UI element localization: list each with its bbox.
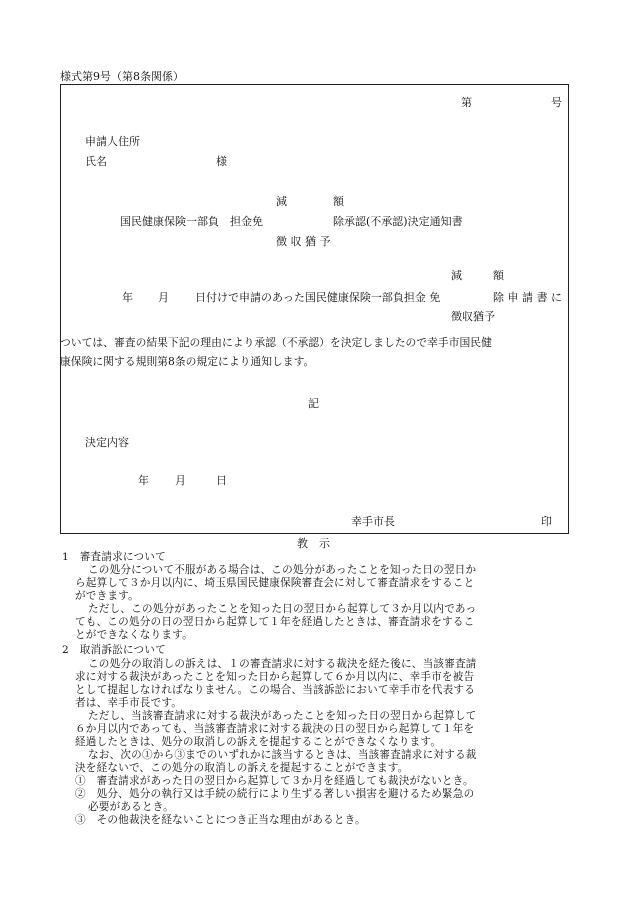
document-title-right: 除承認(不承認)決定通知書 [333, 215, 463, 228]
body-lower: 徴収猶予 [451, 310, 495, 323]
title-upper-2: 額 [333, 195, 344, 208]
notice-heading: 教 示 [297, 537, 330, 550]
notice-line: この処分について不服がある場合は、この処分があったことを知った日の翌日か [88, 564, 477, 576]
notice-line: ６か月以内であっても、当該審査請求に対する裁決の日の翌日から起算して１年を [75, 723, 475, 735]
date-day: 日 [216, 474, 227, 487]
document-number-dai: 第 [461, 96, 472, 109]
notice-line: 経過したときは、処分の取消しの訴えを提起することができなくなります。 [75, 736, 442, 748]
notice-line: ら起算して３か月以内に、埼玉県国民健康保険審査会に対して審査請求をすること [75, 577, 475, 589]
notice-line: 必要があるとき。 [88, 801, 174, 813]
notice-line: ただし、当該審査請求に対する裁決があったことを知った日の翌日から起算して [88, 710, 477, 722]
notice-line: 1 審査請求について [62, 551, 166, 563]
notice-line: とができなくなります。 [75, 629, 193, 641]
notice-line: ① 審査請求があった日の翌日から起算して３か月を経過しても裁決がないとき。 [75, 775, 474, 787]
body-line-3: 康保険に関する規則第8条の規定により通知します。 [60, 355, 315, 368]
notice-line: 者は、幸手市長です。 [75, 697, 183, 709]
applicant-address-label: 申請人住所 [85, 135, 140, 148]
decision-label: 決定内容 [85, 436, 129, 449]
body-month: 月 [158, 291, 169, 304]
body-year: 年 [122, 291, 133, 304]
notice-line: 決を経ないで、この処分の取消しの訴えを提起することができます。 [75, 762, 409, 774]
ki-label: 記 [308, 397, 319, 410]
title-lower: 徴 収 猶 予 [276, 235, 331, 248]
body-upper-1: 減 [451, 269, 462, 282]
body-line-2: ついては、審査の結果下記の理由により承認（不承認）を決定しましたので幸手市国民健 [60, 336, 492, 349]
notice-line: ただし、この処分があったことを知った日の翌日から起算して３か月以内であっ [88, 603, 477, 615]
notice-line: 2 取消訴訟について [62, 644, 166, 656]
notice-line: なお、次の①から③までのいずれかに該当するときは、当該審査請求に対する裁 [88, 749, 477, 761]
date-year: 年 [138, 474, 149, 487]
document-number-go: 号 [551, 96, 562, 109]
date-month: 月 [175, 474, 186, 487]
notice-line: ても、この処分の日の翌日から起算して１年を経過したときは、審査請求をするこ [75, 616, 475, 628]
notice-line: この処分の取消しの訴えは、１の審査請求に対する裁決を経た後に、当該審査請 [88, 658, 477, 670]
form-frame [60, 84, 569, 534]
title-upper-1: 減 [276, 195, 287, 208]
body-upper-2: 額 [493, 269, 504, 282]
document-title-left: 国民健康保険一部負 担金免 [120, 215, 263, 228]
notice-line: ② 処分、処分の執行又は手続の続行により生ずる著しい損害を避けるため緊急の [75, 788, 475, 800]
form-number: 様式第9号（第8条関係） [60, 70, 184, 83]
body-main-left: 日付けで申請のあった国民健康保険一部負担金 免 [195, 291, 441, 304]
applicant-name-label: 氏名 [85, 155, 107, 168]
notice-line: 求に対する裁決があったことを知った日から起算して６か月以内に、幸手市を被告 [75, 671, 475, 683]
notice-line: ③ その他裁決を経ないことにつき正当な理由があるとき。 [75, 814, 366, 826]
notice-line: として提起しなければなりません。この場合、当該訴訟において幸手市を代表する [75, 684, 476, 696]
honorific: 様 [216, 155, 227, 168]
seal-label: 印 [541, 515, 552, 528]
notice-line: ができます。 [75, 590, 139, 602]
signer-name: 幸手市長 [351, 515, 395, 528]
body-main-right: 除 申 請 書 に [493, 291, 562, 304]
